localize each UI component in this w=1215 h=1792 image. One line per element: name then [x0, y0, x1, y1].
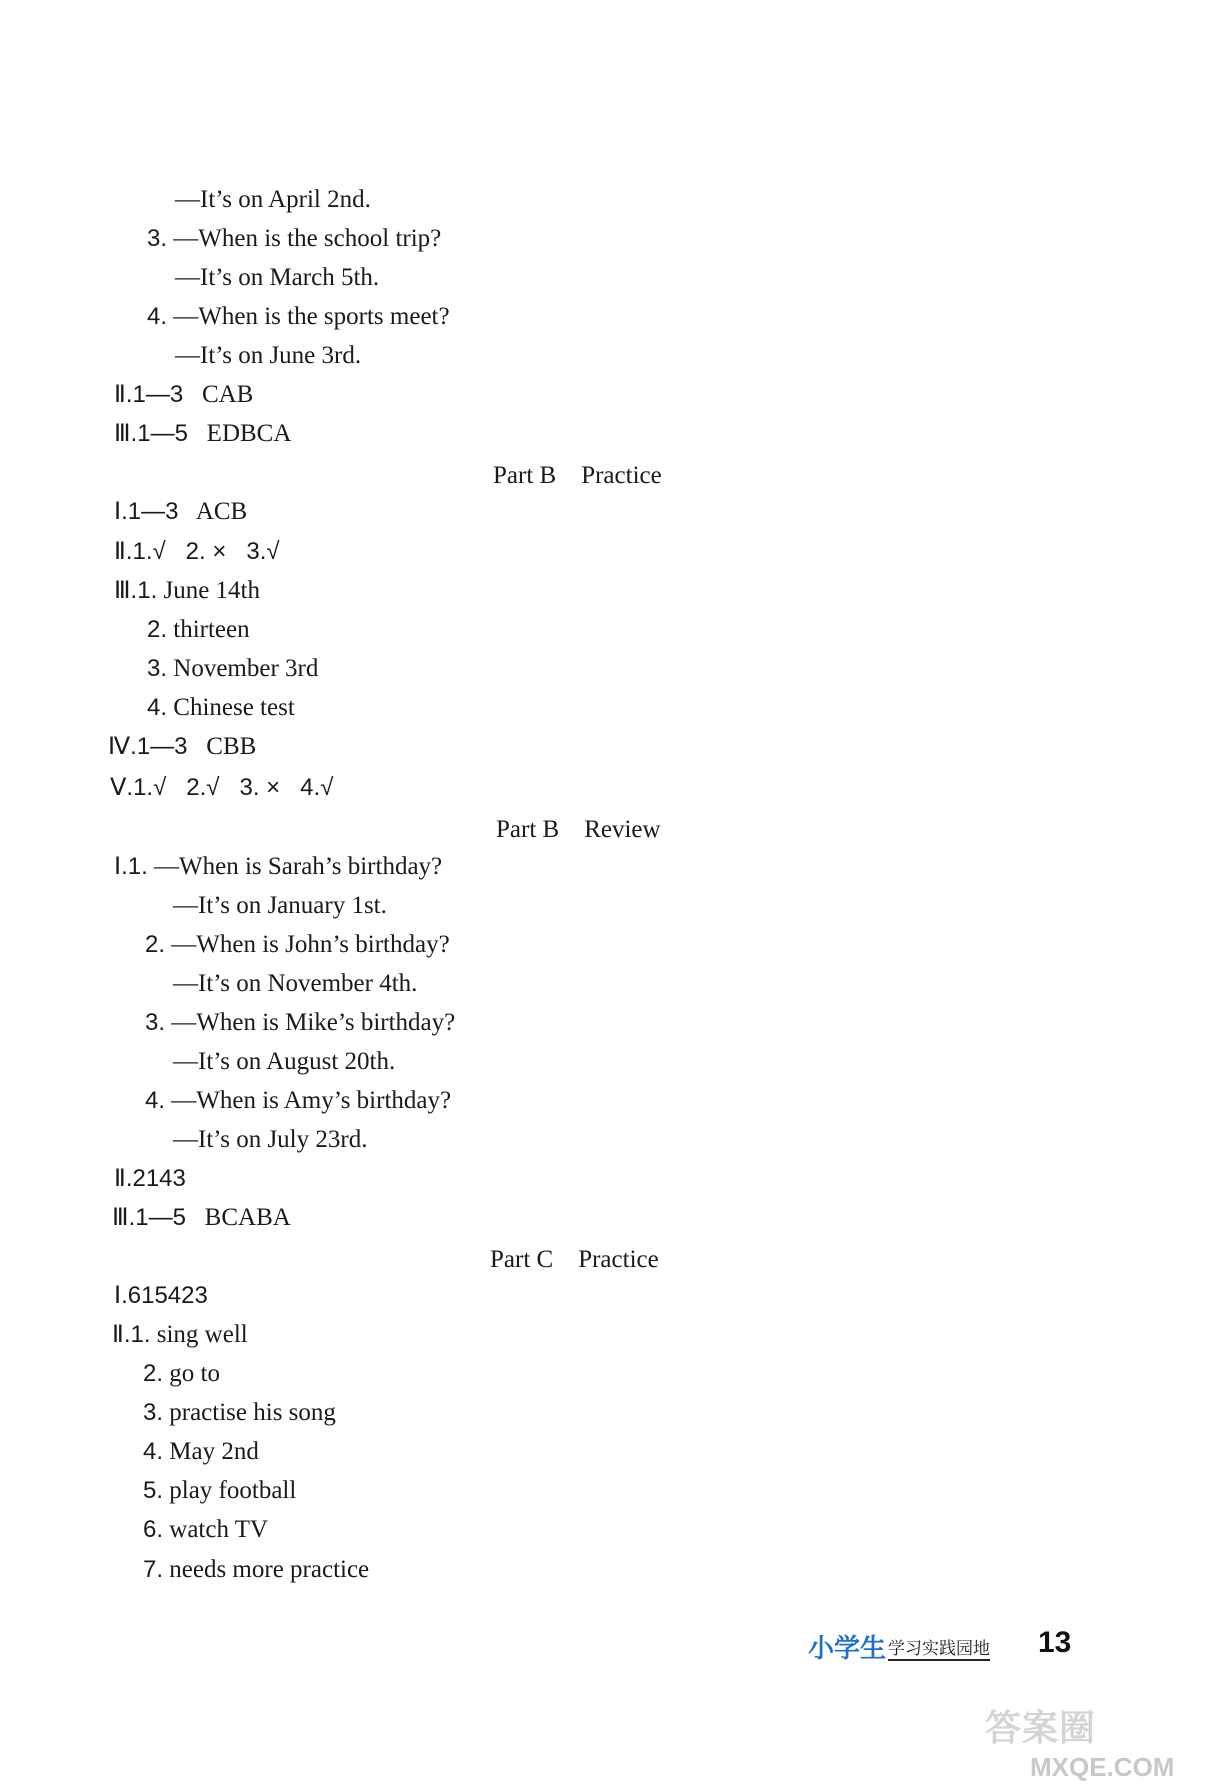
footer-brand: 小学生	[808, 1633, 887, 1663]
answer-line: 3. —When is the school trip?	[147, 225, 442, 252]
answer-line: 2. go to	[143, 1360, 220, 1387]
answer-line: Ⅲ.1—5 EDBCA	[114, 420, 292, 447]
page-number: 13	[1038, 1626, 1072, 1659]
answer-line: 4. —When is Amy’s birthday?	[145, 1087, 452, 1114]
answer-line: Ⅱ.1.√ 2. × 3.√	[114, 538, 280, 565]
answer-line: —It’s on July 23rd.	[173, 1126, 368, 1153]
footer-subtitle: 学习实践园地	[888, 1634, 990, 1661]
answer-line: —It’s on March 5th.	[175, 264, 380, 291]
answer-line: Ⅱ.2143	[114, 1165, 186, 1192]
answer-line: Ⅰ.1. —When is Sarah’s birthday?	[114, 853, 443, 880]
answer-line: Ⅴ.1.√ 2.√ 3. × 4.√	[110, 774, 334, 801]
answer-line: —It’s on August 20th.	[173, 1048, 396, 1075]
answer-line: 7. needs more practice	[143, 1556, 370, 1583]
answer-line: Ⅱ.1—3 CAB	[114, 381, 254, 408]
answer-line: 3. practise his song	[143, 1399, 336, 1426]
answer-line: 6. watch TV	[143, 1516, 269, 1543]
watermark-logo: 答案圈	[985, 1707, 1097, 1748]
answer-line: 4. Chinese test	[147, 694, 295, 721]
answer-line: Ⅰ.615423	[114, 1282, 208, 1309]
answer-line: 5. play football	[143, 1477, 297, 1504]
answer-line: Ⅲ.1—5 BCABA	[112, 1204, 291, 1231]
section-heading: Part C Practice	[490, 1246, 659, 1273]
answer-line: 3. —When is Mike’s birthday?	[145, 1009, 456, 1036]
answer-line: —It’s on January 1st.	[173, 892, 387, 919]
answer-line: Ⅲ.1. June 14th	[114, 577, 261, 604]
answer-line: 3. November 3rd	[147, 655, 319, 682]
answer-line: Ⅰ.1—3 ACB	[114, 498, 248, 525]
answer-line: —It’s on April 2nd.	[175, 186, 371, 213]
answer-line: Ⅳ.1—3 CBB	[108, 733, 257, 760]
answer-line: —It’s on November 4th.	[173, 970, 418, 997]
answer-line: Ⅱ.1. sing well	[112, 1321, 248, 1348]
answer-line: —It’s on June 3rd.	[175, 342, 362, 369]
answer-line: 4. —When is the sports meet?	[147, 303, 450, 330]
answer-line: 2. thirteen	[147, 616, 250, 643]
answer-line: 4. May 2nd	[143, 1438, 259, 1465]
watermark-site: MXQE.COM	[1030, 1752, 1175, 1782]
section-heading: Part B Practice	[493, 462, 662, 489]
answer-line: 2. —When is John’s birthday?	[145, 931, 450, 958]
section-heading: Part B Review	[496, 816, 661, 843]
